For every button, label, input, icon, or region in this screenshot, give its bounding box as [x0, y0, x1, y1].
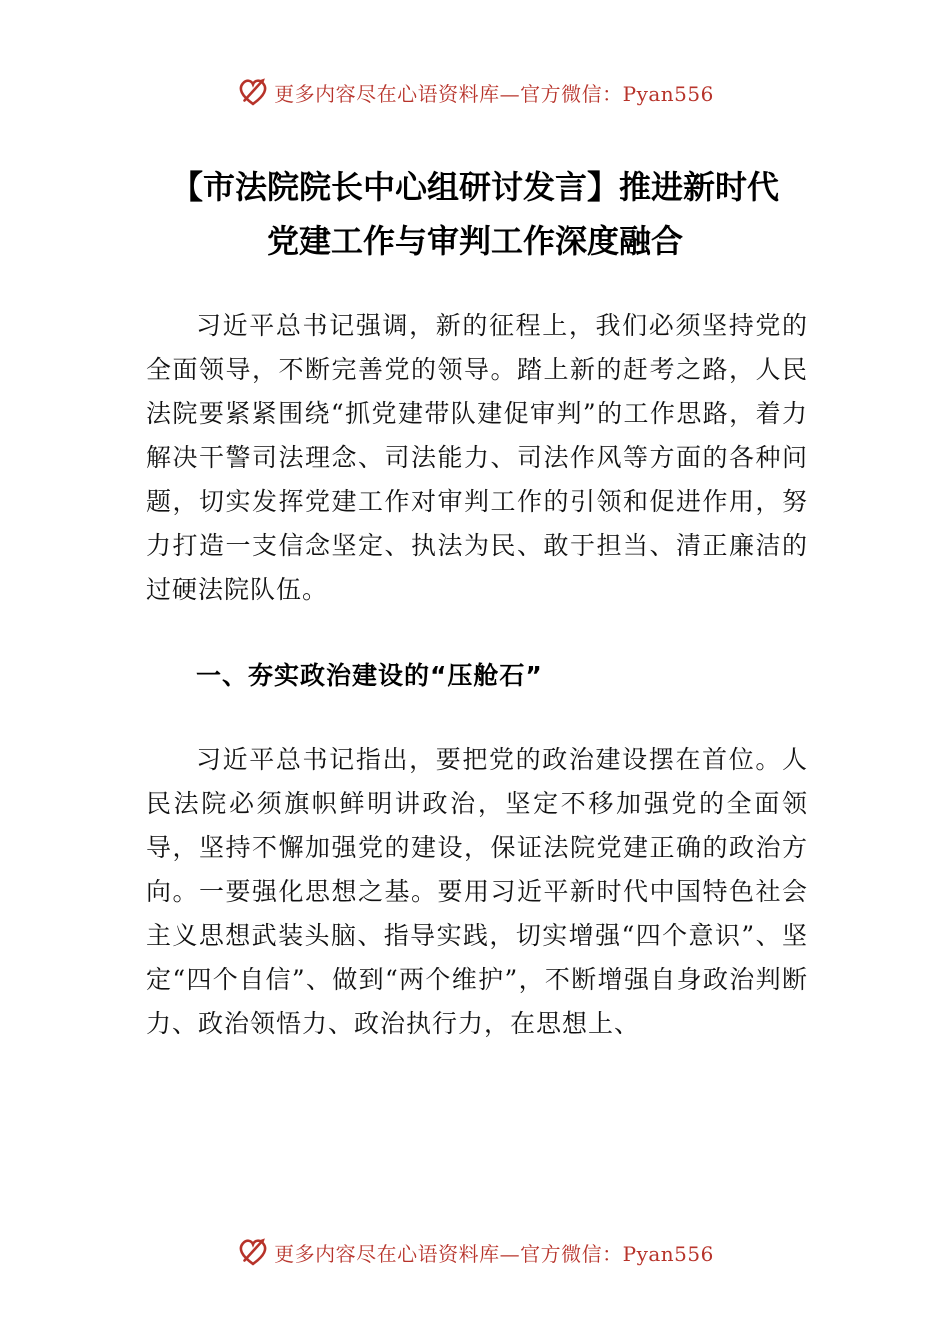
title-line-2: 党建工作与审判工作深度融合: [266, 222, 683, 260]
footer-banner-text: 更多内容尽在心语资料库—官方微信：Pyan556: [274, 1241, 714, 1266]
section-heading: 一、夯实政治建设的“压舱石”: [196, 661, 543, 690]
title-line-1: 【市法院院长中心组研讨发言】推进新时代: [170, 168, 779, 206]
footer-banner: [0, 1232, 950, 1272]
body-paragraph: 习近平总书记强调，新的征程上，我们必须坚持党的全面领导，不断完善党的领导。踏上新的赶考之路，人民法院要紧紧围绕“抓党建带队建促审判”的工作思路，着力解决干警司法理念、司法能力、司法作风等方面的各种问题，切实发挥党建工作对审判工作的引领和促进作用，努力打造一支信念坚定、执法为民、敢于担当、清正廉洁的过硬法院队伍。: [146, 311, 808, 604]
document-title: [60, 160, 890, 268]
body-paragraph: 习近平总书记指出，要把党的政治建设摆在首位。人民法院必须旗帜鲜明讲政治，坚定不移加强党的全面领导，坚持不懈加强党的建设，保证法院党建正确的政治方向。一要强化思想之基。要用习近平新时代中国特色社会主义思想武装头脑、指导实践，切实增强“四个意识”、坚定“四个自信”、做到“两个维护”，不断增强自身政治判断力、政治领悟力、政治执行力，在思想上、: [146, 745, 808, 1038]
heart-pen-logo-icon: [236, 75, 270, 109]
header-banner: [0, 72, 950, 112]
header-banner-text: 更多内容尽在心语资料库—官方微信：Pyan556: [274, 81, 714, 106]
heart-pen-logo-icon: [236, 1235, 270, 1269]
